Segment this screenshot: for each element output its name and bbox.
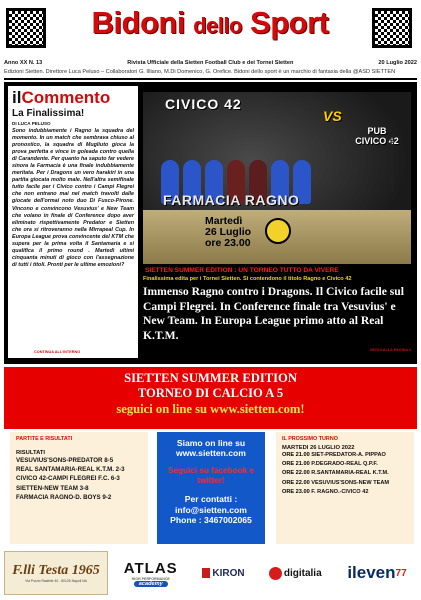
result-line: VESUVIUS'SONS-PREDATOR 8-5 [16, 457, 114, 464]
digitalia-mark-icon [269, 567, 282, 580]
commento-author: DI LUCA PELUSO [12, 121, 51, 126]
poster-team-left: CIVICO 42 [165, 96, 242, 112]
story-kicker: Finalissima edita per i Tornei Sietten. Si contendono il titolo Ragno e Civico 42 [143, 276, 352, 282]
poster-team-right: PUB CIVICO 42 [355, 126, 399, 146]
result-line: FARMACIA RAGNO-D. BOYS 9-2 [16, 493, 112, 501]
banner-line-3[interactable]: seguici on line su www.sietten.com! [116, 402, 305, 416]
sponsor-kiron-logo[interactable]: KIRON [194, 551, 254, 595]
online-text: Siamo on line su www.sietten.com [157, 438, 265, 458]
issue-date: 20 Luglio 2022 [378, 60, 417, 66]
sponsor-bar [4, 548, 417, 598]
story-continue-link[interactable]: SEGUI ALLA PAGINA 2 [370, 348, 412, 352]
fixture-line: ORE 21.00 SIET-PREDATOR-A. PIPPAO [282, 452, 386, 458]
fixture-line: ORE 22.00 R.SANTAMARIA-REAL K.T.M. [282, 470, 389, 477]
story-headline: Immenso Ragno contro i Dragons. Il Civico facile sul Campi Flegrei. In Conference finale tra Vesuvius' e New Team. In Europa League primo atto al Real K.T.M. [143, 285, 404, 342]
facebook-text[interactable]: Seguici su facebook e twitter! [168, 466, 254, 485]
next-round-box [276, 432, 414, 544]
poster-team-bottom: FARMACIA RAGNO [163, 192, 300, 208]
poster-website: www.sietten.com [389, 135, 396, 192]
publication-subtitle: Rivista Ufficiale della Sietten Football Club e dei Tornei Sietten [127, 60, 294, 66]
next-round-date: MARTEDI 26 LUGLIO 2022 [282, 445, 355, 451]
fixture-line: ORE 22.00 VESUVIUS'SONS-NEW TEAM [282, 479, 390, 486]
results-heading: RISULTATI [16, 450, 45, 456]
sponsor-atlas-logo[interactable]: ATLAS HIGH PERFORMANCE academy [123, 559, 178, 587]
promo-banner [4, 367, 417, 429]
results-title: PARTITE E RISULTATI [16, 436, 73, 442]
match-poster [143, 92, 411, 264]
commento-column [8, 86, 138, 358]
commento-title: ilCommento [12, 88, 111, 107]
sponsor-digitalia-logo[interactable]: digitalia [263, 551, 327, 595]
commento-body: Sono indubbiamente i Ragno la squadra del momento. In un match che sembrava chiuso al pronostico, la squadra di Mugliuto gioca la prova perfetta e vince in goleada contro quella di Carandente. Per quanto ha saputo far vedere sinora la Farmacia è una finale indubbiamente meritata. Per i Dragons un vero harakiri in una partita giocata molto male. Nell'altra semifinale tutto facile per i Civico contro i Campi Flegrei che non entrano mai nel match travolti dalle giocate dell'ormai noto duo Di Fusco-Pirone. Vincono e convincono Vesuvius' e New Team che volano in finale di Conference dopo aver eliminato rispettivamente Predator e Sietten che ora si ritroveranno nella Mirrapeal Cup. In Europa League prova convincente del KTM che supera per la prima volta il Santamaria e si qualifica il primo round . Martedì ultimi cinquanta minuti di gioco con l'assegnazione di tutti i titoli. Pronti per le ultime emozioni? [12, 128, 134, 268]
fixture-line: ORE 23.00 F. RAGNO.-CIVICO 42 [282, 488, 369, 495]
fixture-line: ORE 21.00 P.DEGRADO-REAL Q.P.F. [282, 461, 378, 468]
result-line: SIETTEN-NEW TEAM 3-8 [16, 484, 89, 492]
result-line: CIVICO 42-CAMPI FLEGREI F.C. 6-3 [16, 475, 120, 483]
kiron-mark-icon [202, 568, 210, 578]
next-round-title: IL PROSSIMO TURNO [282, 436, 338, 442]
website-link[interactable]: www.sietten.com [176, 448, 246, 458]
commento-continue-link[interactable]: CONTINUA ALL'INTERNO [34, 350, 81, 354]
commento-subtitle: La Finalissima! [12, 108, 85, 119]
banner-line-1: SIETTEN SUMMER EDITION [124, 371, 297, 385]
sponsor-testa-logo[interactable]: F.lli Testa 1965 Via Porzio Rasibile 40 - 80126 Napoli NA [4, 551, 108, 595]
credits-line: Edizioni Sietten. Direttore Luca Peluso – Collaboratori G. Illiano, M.Di Domenico, G. Orefice. Bidoni dello sport è un marchio di fantasia della @ASD SIETTEN [4, 69, 396, 75]
poster-vs: VS [323, 108, 342, 124]
results-box [10, 432, 148, 544]
sponsor-eleven-logo[interactable]: ileven 77 [347, 563, 407, 582]
contacts-text: Per contatti : info@sietten.com Phone : 3467002065 [157, 494, 265, 526]
header-rule [4, 78, 417, 80]
ragno-logo-icon [265, 218, 291, 244]
qr-code-left [6, 8, 46, 48]
story-strip: SIETTEN SUMMER EDITION : UN TORNEO TUTTO DA VIVERE [143, 266, 411, 275]
issue-number: Anno XX N. 13 [4, 60, 43, 66]
email-link[interactable]: info@sietten.com [175, 504, 247, 515]
qr-code-right [372, 8, 412, 48]
result-line: REAL SANTAMARIA-REAL K.T.M. 2-3 [16, 466, 125, 474]
contact-box [157, 432, 265, 544]
poster-date: Martedì 26 Luglio ore 23.00 [205, 215, 252, 249]
banner-line-2: TORNEO DI CALCIO A 5 [137, 386, 284, 400]
phone-number[interactable]: Phone : 3467002065 [170, 515, 252, 525]
masthead: Bidoni dello Sport [91, 5, 329, 40]
issue-row [4, 60, 417, 67]
